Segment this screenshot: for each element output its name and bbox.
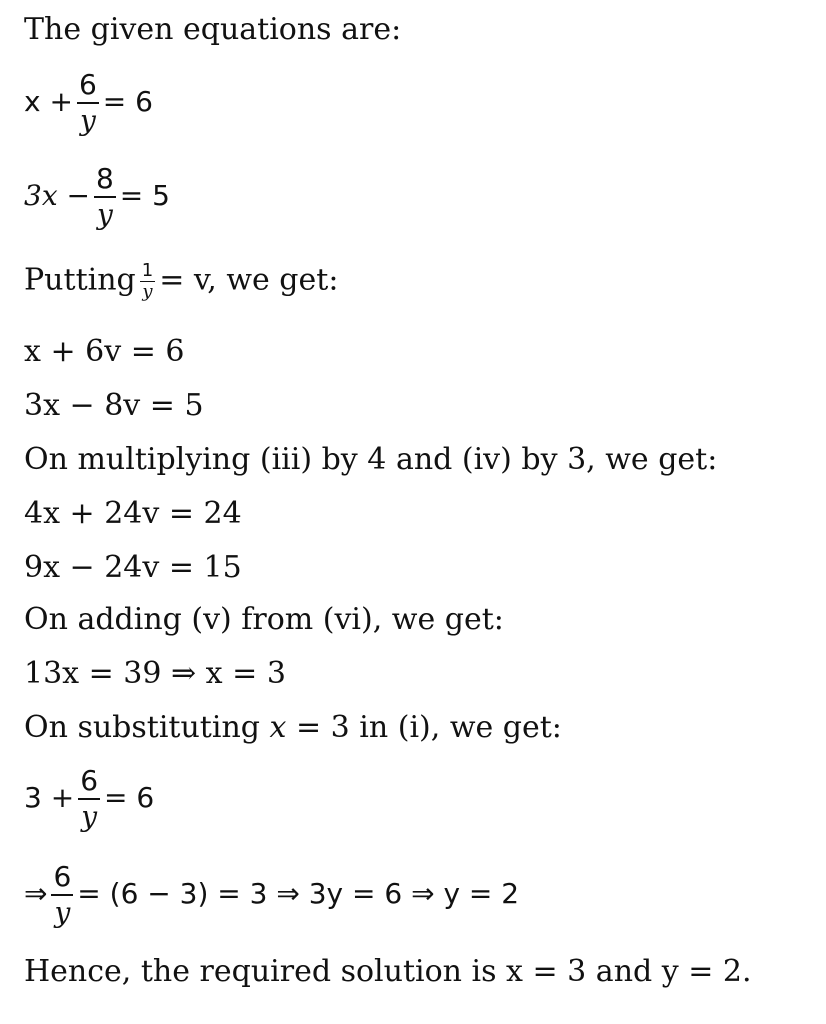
putting-rest: = v, we get:	[159, 262, 339, 298]
substitution-line	[24, 262, 338, 301]
equation-9-fraction	[51, 862, 73, 928]
equation-9-lhs: ⇒	[24, 877, 48, 910]
fraction-numerator: 8	[95, 162, 114, 195]
equation-6: 9x − 24v = 15	[24, 550, 242, 585]
equation-9	[24, 862, 519, 928]
conclusion-text: Hence, the required solution is x = 3 and y = 2.	[24, 954, 752, 989]
fraction-denominator: y	[79, 104, 96, 137]
fraction-numerator: 6	[78, 68, 97, 101]
equation-1-fraction	[77, 70, 99, 136]
fraction-denominator: y	[96, 198, 113, 231]
multiply-step	[24, 442, 717, 478]
multiply-text-1: On multiplying (iii) by	[24, 442, 358, 477]
equation-1-rhs: = 6	[102, 85, 153, 118]
fraction-denominator: y	[142, 281, 153, 302]
equation-2-fraction	[94, 164, 116, 230]
equation-2-rhs: = 5	[119, 179, 170, 212]
equation-5: 4x + 24v = 24	[24, 496, 242, 531]
equation-2-lhs: 3x −	[24, 179, 90, 212]
equation-8	[24, 766, 154, 832]
substituting-variable: x	[269, 710, 287, 745]
fraction-denominator: y	[54, 896, 71, 929]
fraction-numerator: 6	[53, 860, 72, 893]
fraction-denominator: y	[81, 800, 98, 833]
multiply-factor-1: 4	[367, 442, 387, 477]
equation-9-rhs: = (6 − 3) = 3 ⇒ 3y = 6 ⇒ y = 2	[77, 877, 520, 910]
fraction-numerator: 6	[80, 764, 99, 797]
equation-8-lhs: 3 +	[24, 781, 75, 814]
equation-2	[24, 164, 170, 230]
multiply-text-3: , we get:	[586, 442, 718, 477]
substituting-rest: = 3 in (i), we get:	[296, 710, 562, 745]
intro-text: The given equations are:	[24, 12, 402, 47]
equation-1	[24, 70, 153, 136]
substituting-step	[24, 710, 562, 746]
multiply-text-2: and (iv) by	[395, 442, 558, 477]
multiply-factor-2: 3	[567, 442, 587, 477]
adding-step: On adding (v) from (vi), we get:	[24, 602, 504, 637]
substituting-text: On substituting	[24, 710, 260, 745]
putting-fraction	[140, 262, 155, 301]
putting-label: Putting	[24, 262, 136, 298]
equation-4: 3x − 8v = 5	[24, 388, 204, 423]
equation-7: 13x = 39 ⇒ x = 3	[24, 656, 286, 691]
equation-8-rhs: = 6	[104, 781, 155, 814]
equation-3: x + 6v = 6	[24, 334, 185, 369]
equation-1-lhs: x +	[24, 85, 73, 118]
equation-8-fraction	[78, 766, 100, 832]
fraction-numerator: 1	[141, 260, 154, 281]
